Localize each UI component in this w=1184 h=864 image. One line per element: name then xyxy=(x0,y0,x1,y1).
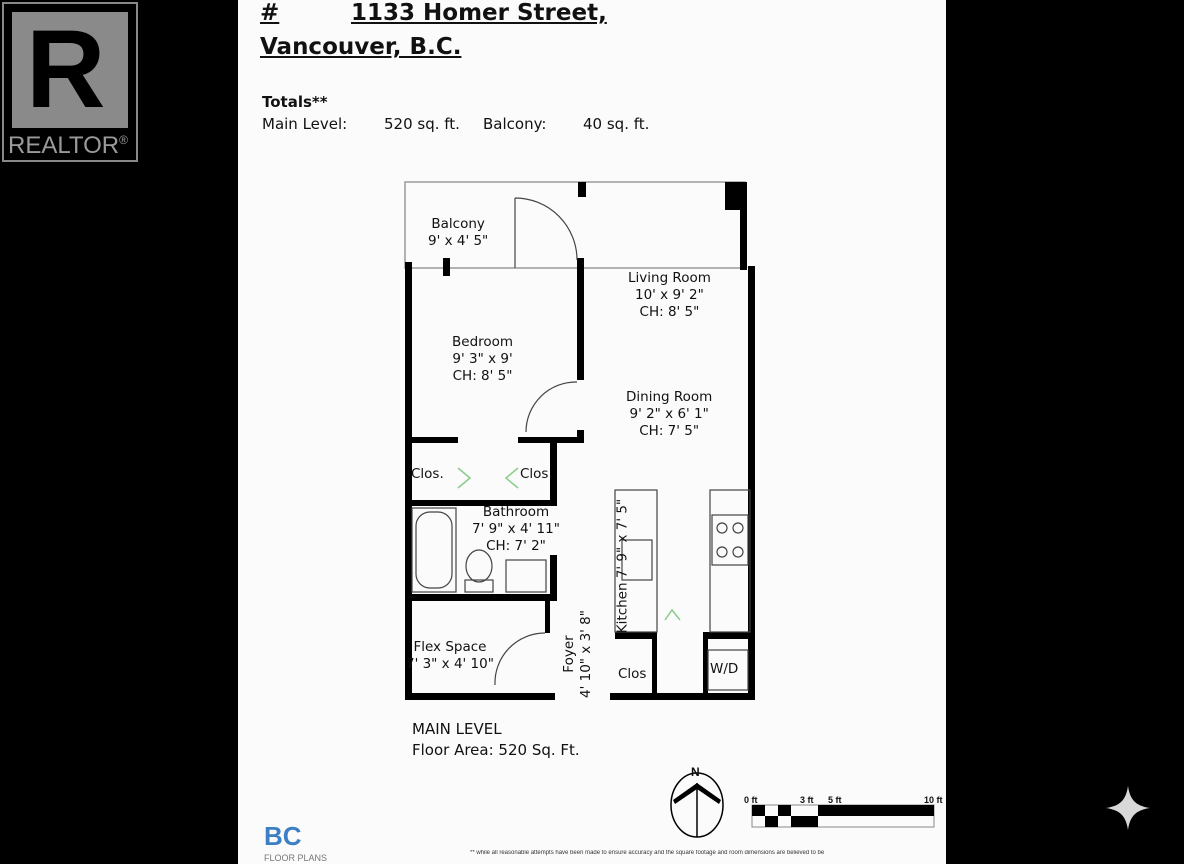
room-kitchen xyxy=(615,499,632,633)
balcony-value: 40 sq. ft. xyxy=(583,115,650,133)
room-bathroom xyxy=(472,504,560,555)
room-name: Bedroom xyxy=(452,334,514,350)
room-name: Foyer xyxy=(561,635,577,673)
room-name: Flex Space xyxy=(413,639,487,655)
north-label: N xyxy=(691,765,700,779)
disclaimer: ** while all reasonable attempts have been made to ensure accuracy and the square footage and room dimensions are believed to be xyxy=(470,850,825,856)
room-dims: 7' 9" x 4' 11" xyxy=(472,521,560,537)
floor-area: Floor Area: 520 Sq. Ft. xyxy=(412,741,580,759)
room-name: Balcony xyxy=(431,216,485,232)
floor-plan-drawing xyxy=(238,0,946,864)
title-city: Vancouver, B.C. xyxy=(260,34,462,60)
room-dims: 9' x 4' 5" xyxy=(428,233,489,249)
totals-label: Totals** xyxy=(262,93,328,111)
room-closet-3: Clos xyxy=(618,666,647,682)
room-dims: 7' 9" x 7' 5" xyxy=(614,498,631,579)
bc-floor-plans-subtitle: FLOOR PLANS xyxy=(264,853,328,863)
realtor-reg: ® xyxy=(119,133,128,147)
scale-10: 10 ft xyxy=(924,795,943,805)
realtor-logo xyxy=(2,2,138,162)
room-name: Dining Room xyxy=(626,389,713,405)
realtor-r-mark: R xyxy=(12,12,128,128)
sparkle-icon[interactable] xyxy=(1104,784,1152,832)
room-closet-1: Clos. xyxy=(411,466,444,482)
room-name: Kitchen xyxy=(614,582,631,634)
room-balcony xyxy=(428,216,488,250)
room-closet-2: Clos. xyxy=(520,466,553,482)
room-name: Bathroom xyxy=(482,504,550,520)
main-level-label: Main Level: xyxy=(262,115,348,133)
room-ceiling: CH: 7' 2" xyxy=(486,538,546,554)
scale-3: 3 ft xyxy=(800,795,814,805)
scale-0: 0 ft xyxy=(744,795,758,805)
title-street: 1133 Homer Street, xyxy=(351,0,607,26)
room-dims: 7' 3" x 4' 10" xyxy=(406,656,494,672)
realtor-text: REALTOR xyxy=(8,132,120,159)
main-level-value: 520 sq. ft. xyxy=(384,115,460,133)
bc-floor-plans-logo: BC xyxy=(264,821,302,851)
room-ceiling: CH: 8' 5" xyxy=(639,304,700,320)
room-flex-space xyxy=(406,639,494,673)
room-dims: 10' x 9' 2" xyxy=(635,287,704,303)
realtor-wordmark xyxy=(8,132,128,160)
scale-5: 5 ft xyxy=(828,795,842,805)
room-dims: 9' 3" x 9' xyxy=(452,351,513,367)
room-washer-dryer: W/D xyxy=(710,661,739,677)
room-dining xyxy=(626,389,712,440)
floor-plan-document xyxy=(238,0,946,864)
room-name: Living Room xyxy=(628,270,711,286)
room-foyer xyxy=(561,610,595,698)
room-dims: 9' 2" x 6' 1" xyxy=(629,406,709,422)
room-ceiling: CH: 7' 5" xyxy=(639,423,700,439)
room-dims: 4' 10" x 3' 8" xyxy=(578,610,594,698)
room-bedroom xyxy=(452,334,513,385)
room-ceiling: CH: 8' 5" xyxy=(452,368,513,384)
room-living xyxy=(628,270,711,321)
level-title: MAIN LEVEL xyxy=(412,720,502,738)
balcony-label: Balcony: xyxy=(483,115,547,133)
title-hash: # xyxy=(260,0,280,26)
